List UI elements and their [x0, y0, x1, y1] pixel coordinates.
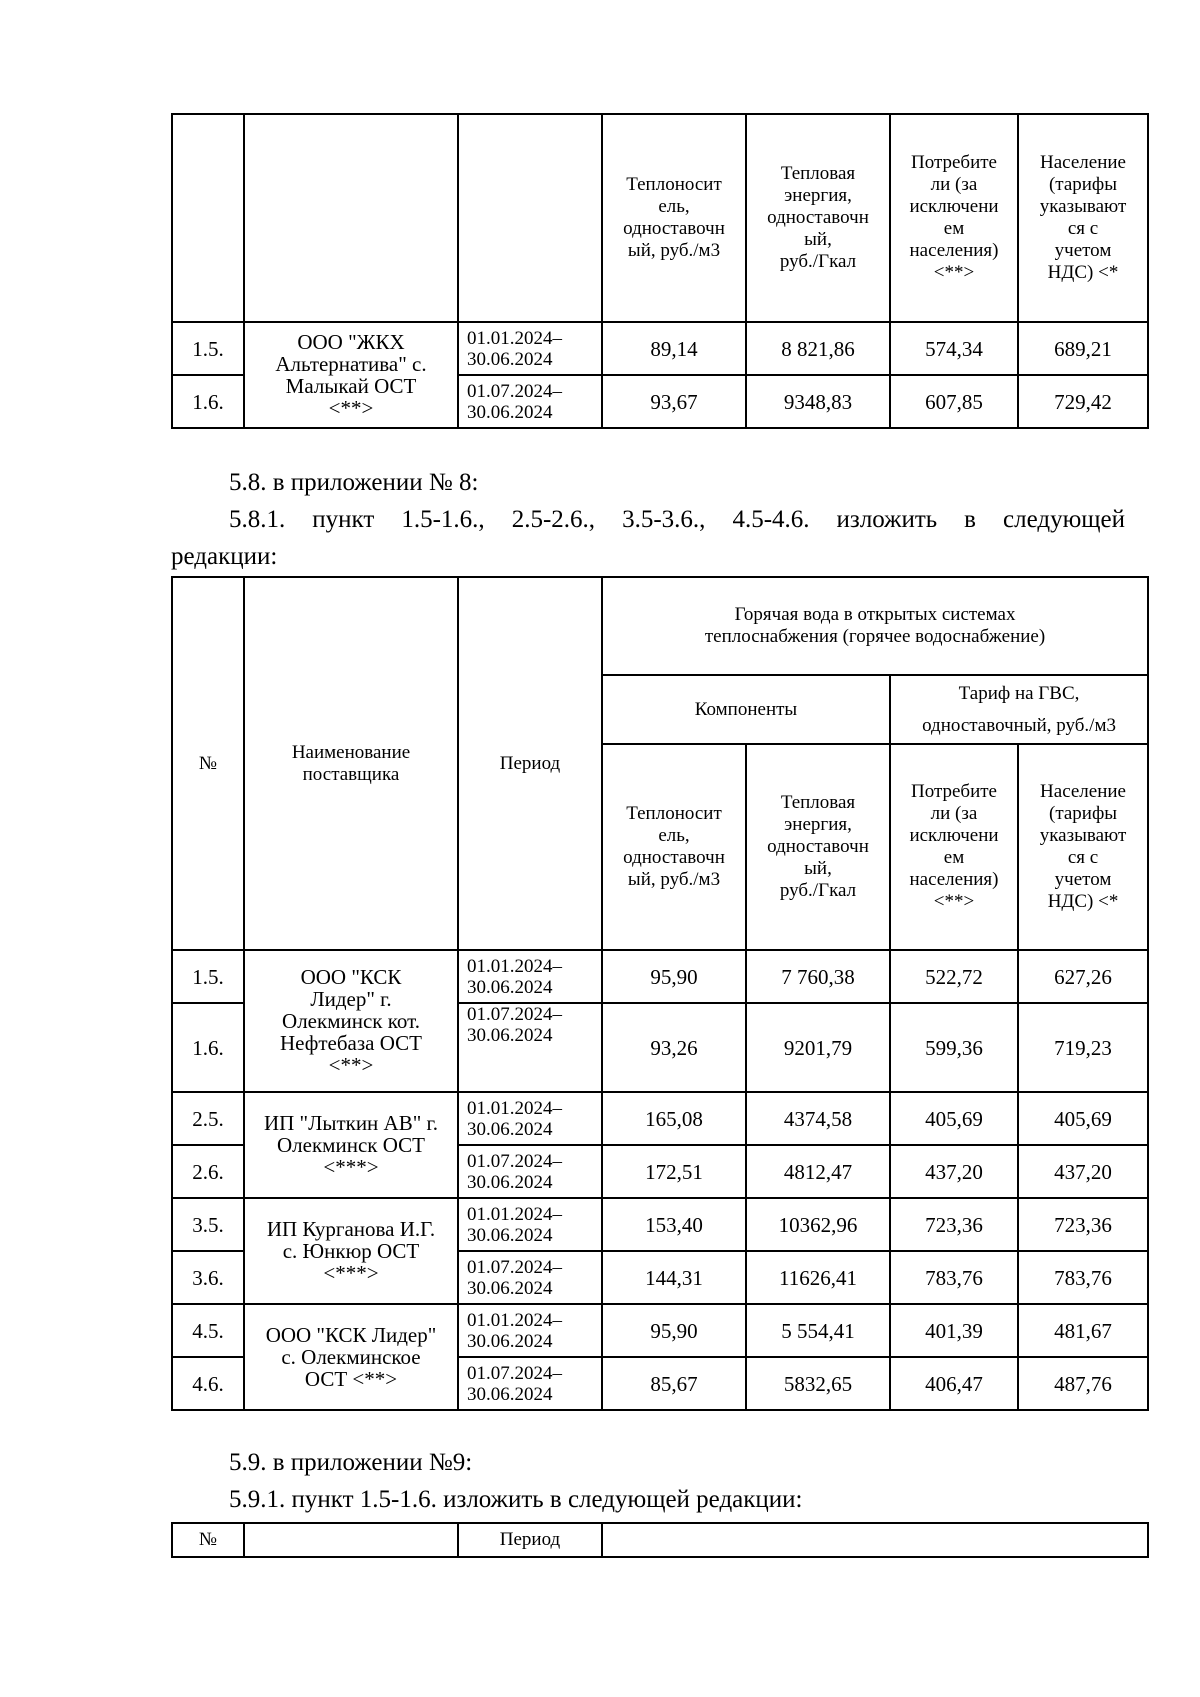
row-number: 1.6. [172, 1003, 244, 1092]
row-number: 3.5. [172, 1198, 244, 1251]
row-number: 3.6. [172, 1251, 244, 1304]
table-header-row [172, 114, 1148, 322]
header-population: Население (тарифы указывают ся с учетом НДС) <* [1018, 744, 1148, 950]
tariff-table-7 [171, 113, 1149, 429]
value-heat-carrier: 89,14 [602, 322, 746, 375]
value-consumers: 406,47 [890, 1357, 1018, 1410]
header-cell-empty [244, 114, 458, 322]
value-heat-carrier: 153,40 [602, 1198, 746, 1251]
value-population: 437,20 [1018, 1145, 1148, 1198]
header-consumers: Потребите ли (за исключени ем населения) <**> [890, 744, 1018, 950]
row-period: 01.01.2024– 30.06.2024 [458, 950, 602, 1003]
value-consumers: 783,76 [890, 1251, 1018, 1304]
paragraph-5-9: 5.9. в приложении №9: [229, 1449, 473, 1476]
paragraph-5-8-1-continued: редакции: [171, 543, 278, 570]
value-heat-carrier: 165,08 [602, 1092, 746, 1145]
header-population: Население (тарифы указывают ся с учетом НДС) <* [1018, 114, 1148, 322]
row-period: 01.07.2024– 30.06.2024 [458, 1003, 602, 1092]
header-heat-energy: Тепловая энергия, одноставочн ый, руб./Гкал [746, 744, 890, 950]
value-heat-carrier: 172,51 [602, 1145, 746, 1198]
header-cell-empty [602, 1523, 1148, 1557]
value-heat-energy: 4374,58 [746, 1092, 890, 1145]
row-number: 2.6. [172, 1145, 244, 1198]
header-period: Период [458, 1523, 602, 1557]
value-heat-energy: 8 821,86 [746, 322, 890, 375]
supplier-name: ИП Курганова И.Г. с. Юнкюр ОСТ <***> [244, 1198, 458, 1304]
row-number: 4.5. [172, 1304, 244, 1357]
value-consumers: 723,36 [890, 1198, 1018, 1251]
value-heat-energy: 10362,96 [746, 1198, 890, 1251]
value-heat-carrier: 93,26 [602, 1003, 746, 1092]
header-hot-water-group: Горячая вода в открытых системах теплоснабжения (горячее водоснабжение) [602, 577, 1148, 675]
row-period: 01.01.2024– 30.06.2024 [458, 1304, 602, 1357]
value-heat-carrier: 85,67 [602, 1357, 746, 1410]
value-population: 487,76 [1018, 1357, 1148, 1410]
paragraph-5-9-1: 5.9.1. пункт 1.5-1.6. изложить в следующей редакции: [229, 1486, 803, 1513]
value-heat-carrier: 95,90 [602, 1304, 746, 1357]
value-population: 719,23 [1018, 1003, 1148, 1092]
value-heat-energy: 4812,47 [746, 1145, 890, 1198]
header-consumers: Потребите ли (за исключени ем населения) <**> [890, 114, 1018, 322]
table-row [172, 950, 1148, 1003]
supplier-name: ООО "КСК Лидер" г. Олекминск кот. Нефтебаза ОСТ <**> [244, 950, 458, 1092]
row-period: 01.07.2024– 30.06.2024 [458, 1145, 602, 1198]
header-tariff: Тариф на ГВС, одноставочный, руб./м3 [890, 675, 1148, 744]
row-period: 01.01.2024– 30.06.2024 [458, 322, 602, 375]
header-heat-carrier: Теплоносит ель, одноставочн ый, руб./м3 [602, 744, 746, 950]
value-consumers: 599,36 [890, 1003, 1018, 1092]
row-number: 4.6. [172, 1357, 244, 1410]
value-consumers: 405,69 [890, 1092, 1018, 1145]
header-number: № [172, 1523, 244, 1557]
header-supplier: Наименование поставщика [244, 577, 458, 950]
table-header-row [172, 1523, 1148, 1557]
header-number: № [172, 577, 244, 950]
header-cell-empty [244, 1523, 458, 1557]
row-number: 2.5. [172, 1092, 244, 1145]
tariff-table-9 [171, 1522, 1149, 1558]
table-header-row [172, 577, 1148, 675]
value-population: 783,76 [1018, 1251, 1148, 1304]
row-number: 1.5. [172, 322, 244, 375]
value-heat-carrier: 144,31 [602, 1251, 746, 1304]
value-population: 627,26 [1018, 950, 1148, 1003]
value-heat-energy: 9348,83 [746, 375, 890, 428]
row-number: 1.6. [172, 375, 244, 428]
tariff-table-8 [171, 576, 1149, 1411]
value-consumers: 437,20 [890, 1145, 1018, 1198]
value-consumers: 607,85 [890, 375, 1018, 428]
table-row [172, 322, 1148, 375]
value-heat-energy: 5832,65 [746, 1357, 890, 1410]
supplier-name: ООО "КСК Лидер" с. Олекминское ОСТ <**> [244, 1304, 458, 1410]
value-heat-energy: 7 760,38 [746, 950, 890, 1003]
row-period: 01.07.2024– 30.06.2024 [458, 375, 602, 428]
value-population: 689,21 [1018, 322, 1148, 375]
paragraph-5-8-1: 5.8.1. пункт 1.5-1.6., 2.5-2.6., 3.5-3.6., 4.5-4.6. изложить в следующей [229, 506, 1125, 533]
row-number: 1.5. [172, 950, 244, 1003]
value-heat-carrier: 93,67 [602, 375, 746, 428]
value-heat-carrier: 95,90 [602, 950, 746, 1003]
paragraph-5-8: 5.8. в приложении № 8: [229, 469, 479, 496]
value-consumers: 574,34 [890, 322, 1018, 375]
table-row [172, 1304, 1148, 1357]
header-heat-energy: Тепловая энергия, одноставочн ый, руб./Гкал [746, 114, 890, 322]
table-row [172, 1092, 1148, 1145]
header-heat-carrier: Теплоносит ель, одноставочн ый, руб./м3 [602, 114, 746, 322]
value-population: 723,36 [1018, 1198, 1148, 1251]
row-period: 01.07.2024– 30.06.2024 [458, 1357, 602, 1410]
value-population: 405,69 [1018, 1092, 1148, 1145]
header-components: Компоненты [602, 675, 890, 744]
value-population: 729,42 [1018, 375, 1148, 428]
header-period: Период [458, 577, 602, 950]
value-consumers: 522,72 [890, 950, 1018, 1003]
table-row [172, 1198, 1148, 1251]
value-population: 481,67 [1018, 1304, 1148, 1357]
row-period: 01.07.2024– 30.06.2024 [458, 1251, 602, 1304]
value-heat-energy: 11626,41 [746, 1251, 890, 1304]
supplier-name: ООО "ЖКХ Альтернатива" с. Малыкай ОСТ <**> [244, 322, 458, 428]
value-heat-energy: 9201,79 [746, 1003, 890, 1092]
row-period: 01.01.2024– 30.06.2024 [458, 1198, 602, 1251]
supplier-name: ИП "Лыткин АВ" г. Олекминск ОСТ <***> [244, 1092, 458, 1198]
value-heat-energy: 5 554,41 [746, 1304, 890, 1357]
value-consumers: 401,39 [890, 1304, 1018, 1357]
row-period: 01.01.2024– 30.06.2024 [458, 1092, 602, 1145]
header-cell-empty [172, 114, 244, 322]
header-cell-empty [458, 114, 602, 322]
